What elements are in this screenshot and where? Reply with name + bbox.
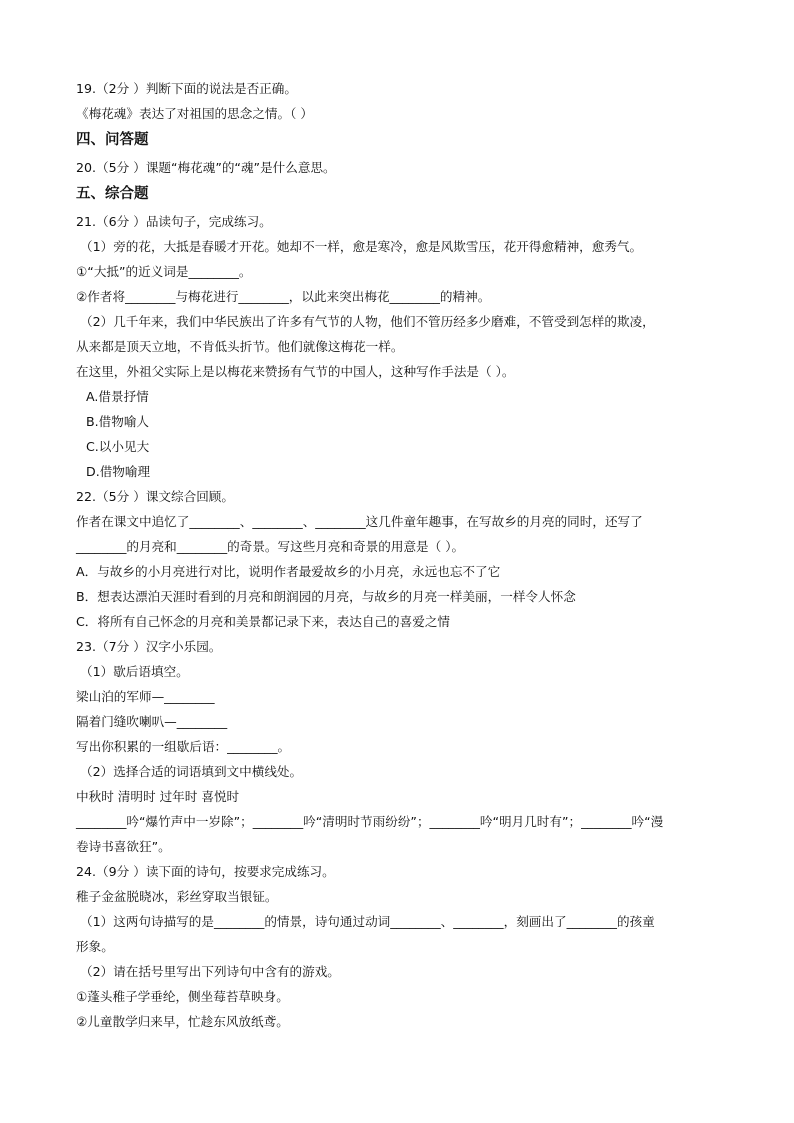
text-line: B．想表达漂泊天涯时看到的月亮和朗润园的月亮，与故乡的月亮一样美丽，一样令人怀念 — [76, 589, 576, 604]
text-line: 写出你积累的一组歇后语：________。 — [76, 739, 291, 754]
text-line: ①“大抵”的近义词是________。 — [76, 264, 252, 279]
text-line: A．与故乡的小月亮进行对比，说明作者最爱故乡的小月亮，永远也忘不了它 — [76, 564, 501, 579]
text-line: D.借物喻理 — [86, 464, 151, 479]
section-heading: 五、综合题 — [76, 186, 149, 202]
section-heading: 四、问答题 — [76, 132, 149, 148]
text-line: （1）这两句诗描写的是________的情景，诗句通过动词________、________，刻画出了________的孩童 — [80, 914, 655, 929]
text-line: ②儿童散学归来早，忙趁东风放纸鸢。 — [76, 1014, 289, 1029]
text-line: ②作者将________与梅花进行________，以此来突出梅花________的精神。 — [76, 289, 491, 304]
text-line: 20.（5分 ）课题“梅花魂”的“魂”是什么意思。 — [76, 160, 336, 175]
text-line: 在这里，外祖父实际上是以梅花来赞扬有气节的中国人，这种写作手法是（ ）。 — [76, 364, 515, 379]
text-line: （2）几千年来，我们中华民族出了许多有气节的人物，他们不管历经多少磨难，不管受到怎样的欺凌， — [80, 314, 655, 329]
text-line: 24.（9分 ）读下面的诗句，按要求完成练习。 — [76, 864, 335, 879]
text-line: ________吟“爆竹声中一岁除”；________吟“清明时节雨纷纷”；________吟“明月几时有”；________吟“漫 — [76, 814, 664, 829]
text-line: （1）旁的花，大抵是春暖才开花。她却不一样，愈是寒冷，愈是风欺雪压，花开得愈精神，愈秀气。 — [80, 239, 643, 254]
text-line: 从来都是顶天立地，不肯低头折节。他们就像这梅花一样。 — [76, 339, 404, 354]
text-line: 《梅花魂》表达了对祖国的思念之情。（ ） — [76, 106, 313, 121]
text-line: C．将所有自己怀念的月亮和美景都记录下来，表达自己的喜爱之情 — [76, 614, 451, 629]
text-line: 作者在课文中追忆了________、________、________这几件童年趣事，在写故乡的月亮的同时，还写了 — [76, 514, 643, 529]
text-line: （2）选择合适的词语填到文中横线处。 — [80, 764, 303, 779]
text-line: 23.（7分 ）汉字小乐园。 — [76, 639, 222, 654]
text-line: ①蓬头稚子学垂纶，侧坐莓苔草映身。 — [76, 989, 289, 1004]
text-line: C.以小见大 — [86, 439, 150, 454]
text-line: B.借物喻人 — [86, 414, 150, 429]
text-line: 稚子金盆脱晓冰，彩丝穿取当银钲。 — [76, 889, 278, 904]
exam-page — [76, 76, 726, 1034]
text-line: 19.（2分 ）判断下面的说法是否正确。 — [76, 81, 297, 96]
text-line: A.借景抒情 — [86, 389, 149, 404]
text-line: 形象。 — [76, 939, 114, 954]
text-line: （2）请在括号里写出下列诗句中含有的游戏。 — [80, 964, 340, 979]
text-line: 21.（6分 ）品读句子，完成练习。 — [76, 214, 272, 229]
text-line: 隔着门缝吹喇叭—________ — [76, 714, 228, 729]
text-line: 22.（5分 ）课文综合回顾。 — [76, 489, 234, 504]
text-line: 梁山泊的军师—________ — [76, 689, 215, 704]
text-line: ________的月亮和________的奇景。写这些月亮和奇景的用意是（ ）。 — [76, 539, 465, 554]
text-line: 中秋时 清明时 过年时 喜悦时 — [76, 789, 240, 804]
text-line: 卷诗书喜欲狂”。 — [76, 839, 171, 854]
text-line: （1）歇后语填空。 — [80, 664, 189, 679]
